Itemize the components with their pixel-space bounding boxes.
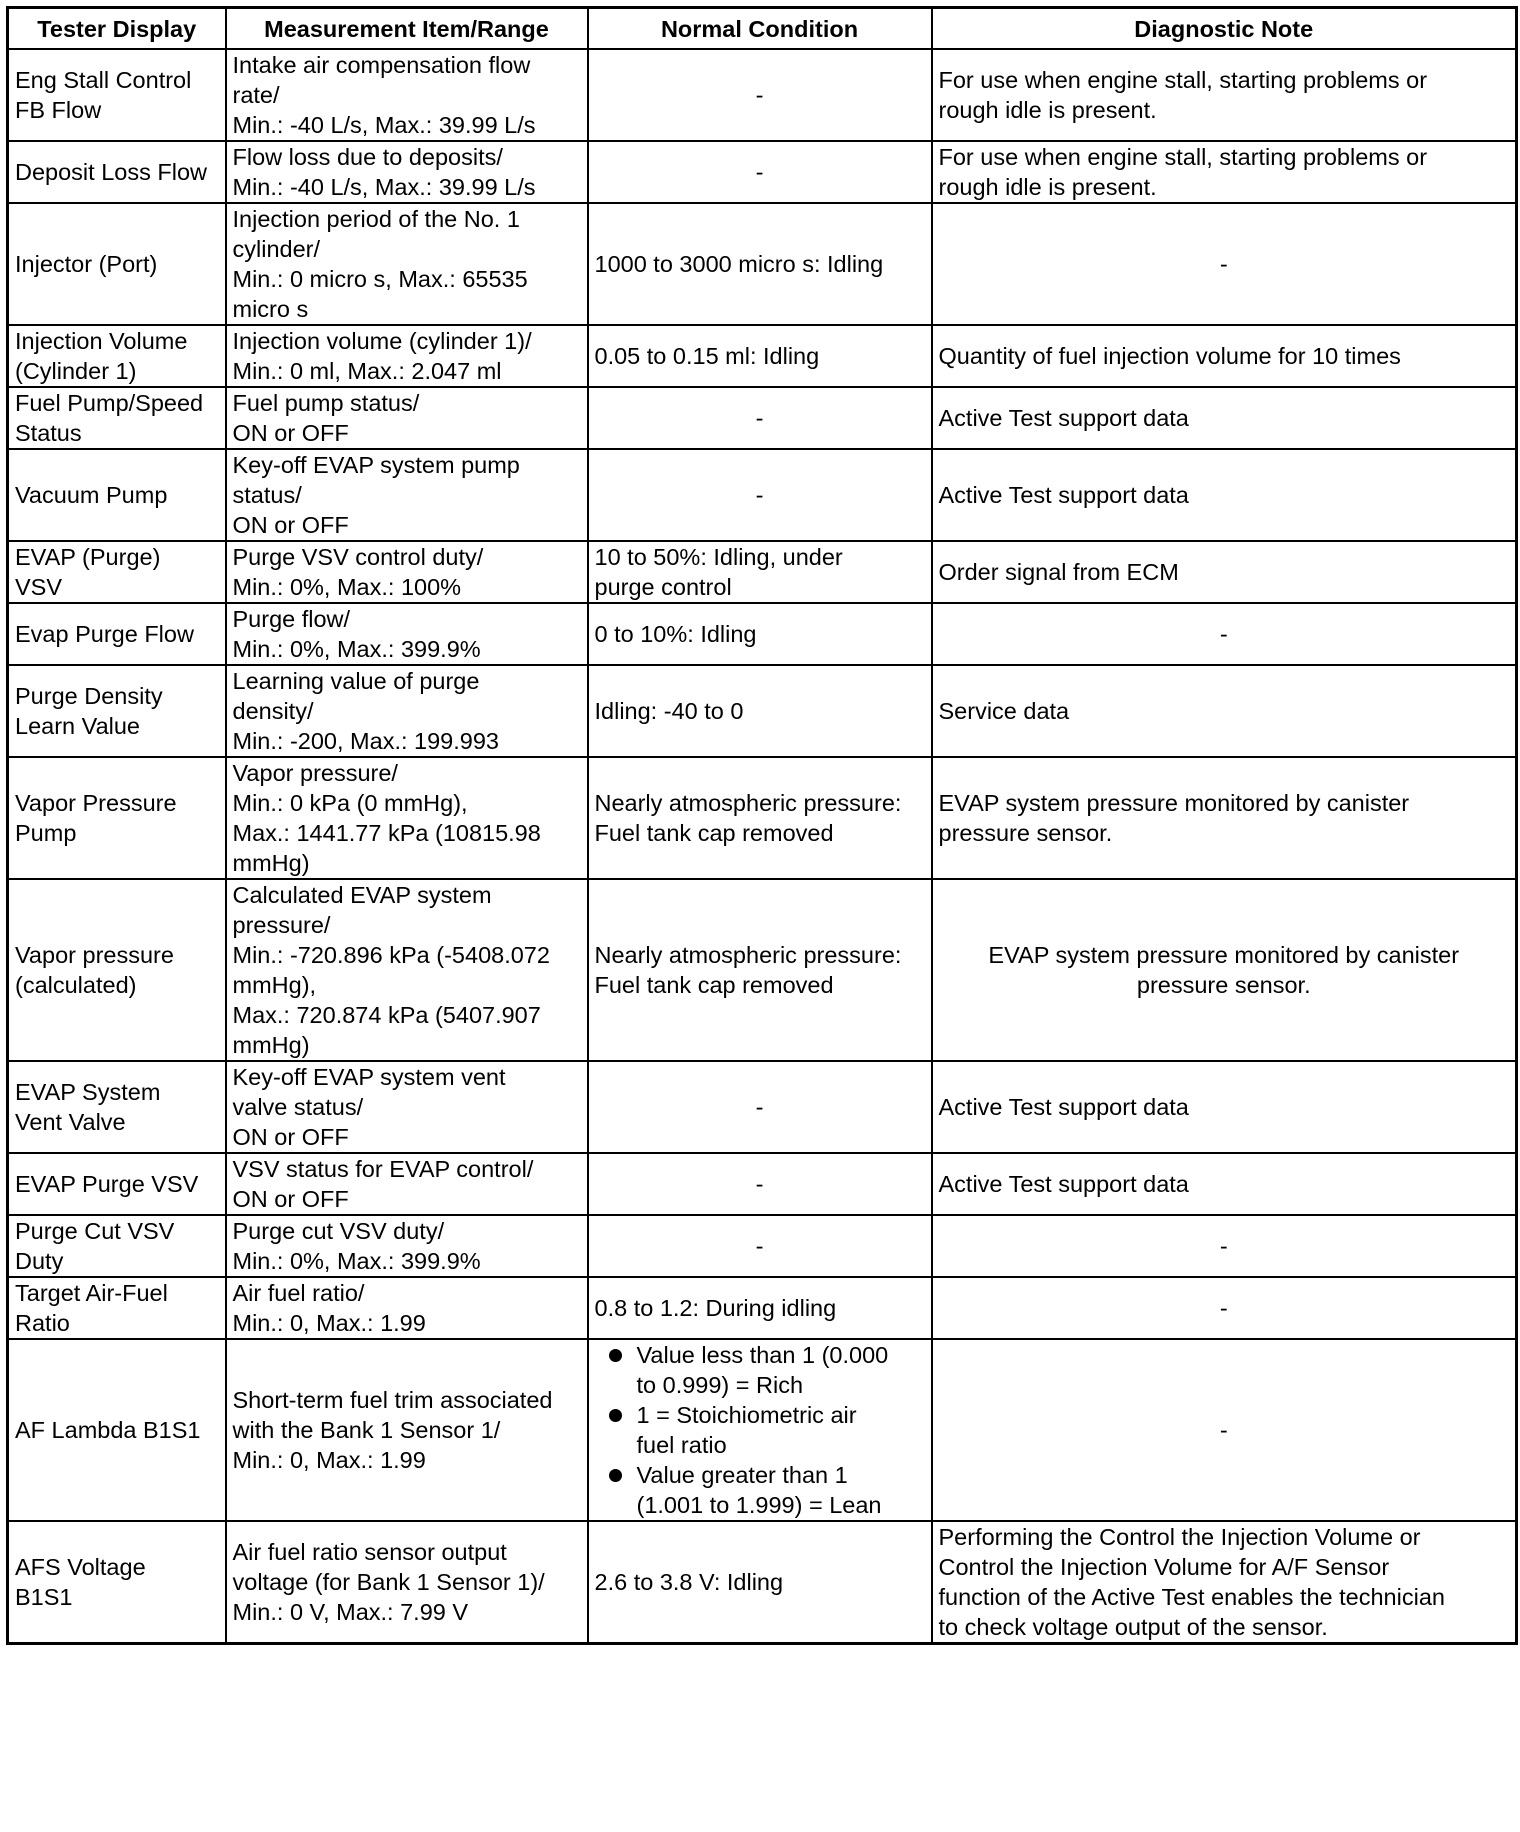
cell-normal-condition [588,49,932,141]
cell-diagnostic-note [932,1153,1517,1215]
cell-line: EVAP Purge VSV [15,1171,199,1197]
cell-tester-display [8,1153,226,1215]
cell-measurement-range [226,1153,588,1215]
cell-line: to 0.999) = Rich [636,1372,804,1398]
cell-line: Purge Density [15,683,163,709]
cell-diagnostic-note [932,879,1517,1061]
condition-bullet-item [595,1400,925,1460]
table-row [8,387,1517,449]
cell-line: (calculated) [15,972,137,998]
cell-line: Fuel Pump/Speed [15,390,204,416]
cell-line: Learn Value [15,713,140,739]
cell-line: rate/ [232,82,280,108]
table-row [8,879,1517,1061]
cell-tester-display [8,1277,226,1339]
cell-line: 1000 to 3000 micro s: Idling [594,251,884,277]
cell-diagnostic-note [932,325,1517,387]
cell-measurement-range [226,141,588,203]
cell-line: Learning value of purge [232,668,480,694]
cell-line: ON or OFF [232,420,349,446]
cell-line: Intake air compensation flow [232,52,531,78]
cell-normal-condition [588,665,932,757]
cell-line: density/ [232,698,314,724]
cell-normal-condition [588,1521,932,1644]
cell-measurement-range [226,1215,588,1277]
cell-line: - [755,1171,764,1197]
cell-line: For use when engine stall, starting problems or [938,67,1428,93]
cell-diagnostic-note [932,49,1517,141]
table-row [8,1521,1517,1644]
cell-line: Min.: 0%, Max.: 399.9% [232,636,481,662]
cell-line: Min.: 0 ml, Max.: 2.047 ml [232,358,502,384]
cell-line: Vent Valve [15,1109,126,1135]
cell-line: 10 to 50%: Idling, under [594,544,843,570]
cell-tester-display [8,1061,226,1153]
cell-line: Purge Cut VSV [15,1218,175,1244]
condition-bullet-item [595,1340,925,1400]
cell-tester-display [8,49,226,141]
cell-line: Key-off EVAP system pump [232,452,520,478]
header-tester-display: Tester Display [8,8,226,50]
cell-line: Min.: 0%, Max.: 100% [232,574,462,600]
table-row [8,1215,1517,1277]
cell-line: micro s [232,296,309,322]
cell-line: Evap Purge Flow [15,621,194,647]
table-row [8,603,1517,665]
cell-measurement-range [226,387,588,449]
cell-diagnostic-note [932,757,1517,879]
cell-normal-condition [588,1277,932,1339]
cell-line: 2.6 to 3.8 V: Idling [594,1569,784,1595]
cell-line: Vapor Pressure [15,790,177,816]
cell-line: Injector (Port) [15,251,158,277]
cell-line: 0 to 10%: Idling [594,621,757,647]
cell-line: - [755,405,764,431]
cell-line: Purge cut VSV duty/ [232,1218,445,1244]
cell-normal-condition [588,1061,932,1153]
cell-line: Fuel pump status/ [232,390,420,416]
cell-diagnostic-note [932,1521,1517,1644]
cell-line: Min.: 0 V, Max.: 7.99 V [232,1599,469,1625]
bullet-icon [609,1409,622,1422]
cell-measurement-range [226,603,588,665]
cell-line: Ratio [15,1310,70,1336]
cell-tester-display [8,1339,226,1521]
cell-line: Eng Stall Control [15,67,192,93]
cell-line: EVAP (Purge) [15,544,161,570]
cell-line: Service data [938,698,1070,724]
table-row [8,203,1517,325]
cell-line: Vapor pressure [15,942,174,968]
cell-normal-condition [588,203,932,325]
cell-line: - [1219,251,1228,277]
cell-line: - [1219,1417,1228,1443]
cell-line: Target Air-Fuel [15,1280,168,1306]
cell-line: pressure/ [232,912,331,938]
cell-line: voltage (for Bank 1 Sensor 1)/ [232,1569,545,1595]
cell-line: EVAP system pressure monitored by canister [938,790,1410,816]
cell-diagnostic-note [932,1215,1517,1277]
cell-diagnostic-note [932,387,1517,449]
cell-line: Deposit Loss Flow [15,159,207,185]
cell-line: Duty [15,1248,64,1274]
cell-normal-condition [588,879,932,1061]
cell-normal-condition [588,1339,932,1521]
cell-line: FB Flow [15,97,102,123]
cell-line: Active Test support data [938,1094,1189,1120]
cell-line: pressure sensor. [938,820,1113,846]
cell-line: mmHg) [232,1032,310,1058]
cell-line: Min.: -200, Max.: 199.993 [232,728,499,754]
cell-line: cylinder/ [232,236,321,262]
cell-line: - [755,1233,764,1259]
cell-line: Control the Injection Volume for A/F Sensor [938,1554,1390,1580]
cell-line: Order signal from ECM [938,559,1179,585]
cell-line: EVAP system pressure monitored by canister [988,942,1460,968]
cell-line: Injection Volume [15,328,188,354]
cell-normal-condition [588,325,932,387]
cell-line: with the Bank 1 Sensor 1/ [232,1417,501,1443]
cell-line: Quantity of fuel injection volume for 10 times [938,343,1401,369]
cell-diagnostic-note [932,541,1517,603]
cell-line: Key-off EVAP system vent [232,1064,506,1090]
header-diagnostic-note: Diagnostic Note [932,8,1517,50]
table-row [8,1277,1517,1339]
cell-line: - [755,482,764,508]
cell-line: Purge VSV control duty/ [232,544,484,570]
cell-tester-display [8,603,226,665]
cell-line: Nearly atmospheric pressure: [594,942,902,968]
table-row [8,49,1517,141]
header-measurement-item: Measurement Item/Range [226,8,588,50]
cell-tester-display [8,325,226,387]
cell-line: Fuel tank cap removed [594,972,834,998]
cell-line: - [1219,1295,1228,1321]
cell-line: AF Lambda B1S1 [15,1417,201,1443]
cell-tester-display [8,757,226,879]
bullet-icon [609,1469,622,1482]
cell-normal-condition [588,449,932,541]
cell-normal-condition [588,387,932,449]
cell-normal-condition [588,141,932,203]
cell-line: For use when engine stall, starting problems or [938,144,1428,170]
cell-line: Max.: 1441.77 kPa (10815.98 [232,820,541,846]
cell-line: Short-term fuel trim associated [232,1387,553,1413]
cell-line: ON or OFF [232,1124,349,1150]
cell-line: - [755,82,764,108]
cell-line: VSV [15,574,63,600]
cell-line: B1S1 [15,1584,73,1610]
cell-tester-display [8,141,226,203]
cell-line: Injection period of the No. 1 [232,206,520,232]
cell-line: mmHg), [232,972,317,998]
cell-line: ON or OFF [232,512,349,538]
cell-line: - [755,1094,764,1120]
cell-tester-display [8,541,226,603]
cell-measurement-range [226,1061,588,1153]
cell-measurement-range [226,541,588,603]
cell-line: Purge flow/ [232,606,351,632]
cell-line: EVAP System [15,1079,161,1105]
table-row [8,1153,1517,1215]
cell-line: Min.: 0 micro s, Max.: 65535 [232,266,528,292]
table-body [8,49,1517,1644]
cell-normal-condition [588,757,932,879]
cell-normal-condition [588,1215,932,1277]
cell-line: Active Test support data [938,1171,1189,1197]
cell-line: fuel ratio [636,1432,727,1458]
cell-measurement-range [226,757,588,879]
header-row [8,8,1517,50]
condition-bullet-list [595,1340,925,1520]
cell-line: Vacuum Pump [15,482,168,508]
cell-tester-display [8,879,226,1061]
cell-measurement-range [226,665,588,757]
cell-line: Min.: 0 kPa (0 mmHg), [232,790,468,816]
cell-normal-condition [588,603,932,665]
cell-line: Vapor pressure/ [232,760,398,786]
cell-line: Max.: 720.874 kPa (5407.907 [232,1002,541,1028]
cell-line: Fuel tank cap removed [594,820,834,846]
cell-line: function of the Active Test enables the technician [938,1584,1445,1610]
cell-measurement-range [226,1277,588,1339]
cell-normal-condition [588,541,932,603]
cell-line: Calculated EVAP system [232,882,492,908]
cell-tester-display [8,1215,226,1277]
cell-line: Min.: 0, Max.: 1.99 [232,1447,426,1473]
cell-line: 0.8 to 1.2: During idling [594,1295,837,1321]
cell-diagnostic-note [932,665,1517,757]
cell-line: Flow loss due to deposits/ [232,144,503,170]
cell-line: Air fuel ratio/ [232,1280,365,1306]
cell-line: Pump [15,820,77,846]
bullet-icon [609,1349,622,1362]
cell-diagnostic-note [932,203,1517,325]
table-row [8,665,1517,757]
cell-line: valve status/ [232,1094,364,1120]
condition-bullet-item [595,1460,925,1520]
cell-line: Air fuel ratio sensor output [232,1539,507,1565]
cell-line: Active Test support data [938,482,1189,508]
table-row [8,541,1517,603]
table-row [8,141,1517,203]
cell-normal-condition [588,1153,932,1215]
cell-line: - [1219,1233,1228,1259]
cell-tester-display [8,1521,226,1644]
table-row [8,1061,1517,1153]
cell-line: to check voltage output of the sensor. [938,1614,1328,1640]
cell-diagnostic-note [932,1339,1517,1521]
cell-line: Status [15,420,82,446]
cell-tester-display [8,449,226,541]
cell-line: (Cylinder 1) [15,358,137,384]
cell-diagnostic-note [932,1277,1517,1339]
cell-line: rough idle is present. [938,97,1157,123]
cell-line: Min.: -720.896 kPa (-5408.072 [232,942,550,968]
cell-line: (1.001 to 1.999) = Lean [636,1492,882,1518]
cell-line: 1 = Stoichiometric air [636,1402,857,1428]
cell-diagnostic-note [932,449,1517,541]
cell-line: - [1219,621,1228,647]
cell-line: Value less than 1 (0.000 [636,1342,889,1368]
cell-measurement-range [226,325,588,387]
table-row [8,757,1517,879]
cell-line: 0.05 to 0.15 ml: Idling [594,343,820,369]
cell-line: ON or OFF [232,1186,349,1212]
table-row [8,449,1517,541]
cell-line: VSV status for EVAP control/ [232,1156,534,1182]
cell-measurement-range [226,49,588,141]
cell-line: pressure sensor. [1136,972,1311,998]
cell-measurement-range [226,1339,588,1521]
cell-line: Min.: 0%, Max.: 399.9% [232,1248,481,1274]
table-row [8,1339,1517,1521]
cell-measurement-range [226,1521,588,1644]
cell-measurement-range [226,449,588,541]
cell-line: Performing the Control the Injection Volume or [938,1524,1421,1550]
table-row [8,325,1517,387]
cell-line: Min.: -40 L/s, Max.: 39.99 L/s [232,112,536,138]
cell-tester-display [8,665,226,757]
cell-line: purge control [594,574,732,600]
cell-tester-display [8,203,226,325]
cell-line: status/ [232,482,302,508]
cell-line: Value greater than 1 [636,1462,848,1488]
cell-diagnostic-note [932,1061,1517,1153]
cell-line: mmHg) [232,850,310,876]
cell-line: Min.: 0, Max.: 1.99 [232,1310,426,1336]
cell-line: Injection volume (cylinder 1)/ [232,328,532,354]
cell-line: Active Test support data [938,405,1189,431]
header-normal-condition: Normal Condition [588,8,932,50]
cell-measurement-range [226,879,588,1061]
cell-line: - [755,159,764,185]
cell-diagnostic-note [932,141,1517,203]
data-list-table [6,6,1518,1645]
cell-measurement-range [226,203,588,325]
cell-line: Nearly atmospheric pressure: [594,790,902,816]
cell-diagnostic-note [932,603,1517,665]
cell-tester-display [8,387,226,449]
cell-line: Min.: -40 L/s, Max.: 39.99 L/s [232,174,536,200]
cell-line: Idling: -40 to 0 [594,698,744,724]
cell-line: rough idle is present. [938,174,1157,200]
cell-line: AFS Voltage [15,1554,146,1580]
